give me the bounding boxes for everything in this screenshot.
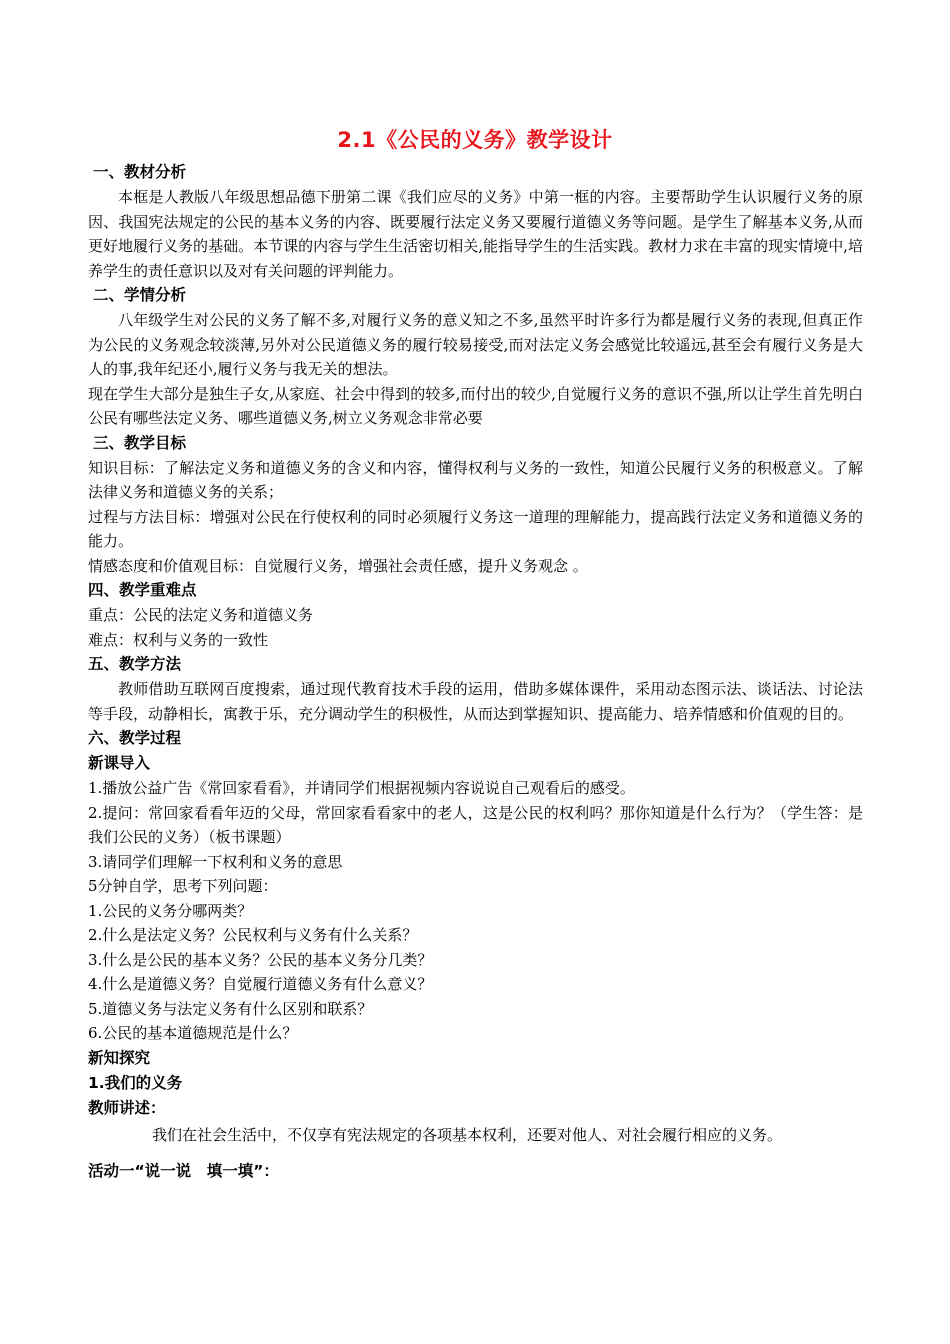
teacher-narration-heading: 教师讲述： — [88, 1098, 166, 1117]
document-title: 2.1《公民的义务》教学设计 — [337, 128, 613, 152]
question-3: 3.什么是公民的基本义务？公民的基本义务分几类？ — [88, 950, 433, 969]
question-4: 4.什么是道德义务？自觉履行道德义务有什么意义？ — [88, 975, 433, 993]
question-1: 1.公民的义务分哪两类？ — [88, 901, 253, 920]
process-line-1: 1.播放公益广告《常回家看看》，并请同学们根据视频内容说说自己观看后的感受。 — [88, 779, 635, 797]
student-analysis-paragraph-1: 八年级学生对公民的义务了解不多,对履行义务的意义知之不多,虽然平时许多行为都是履行义务的表现,但真正作为公民的义务观念较淡薄,另外对公民道德义务的履行较易接受,而对法定义务会感觉比较遥远,甚至会有履行义务是大人的事,我年纪还小,履行义务与我无关的想法。 — [88, 311, 863, 378]
textbook-analysis-paragraph: 本框是人教版八年级思想品德下册第二课《我们应尽的义务》中第一框的内容。主要帮助学生认识履行义务的原因、我国宪法规定的公民的基本义务的内容、既要履行法定义务又要履行道德义务等问题。是学生了解基本义务,从而更好地履行义务的基础。本节课的内容与学生生活密切相关,能指导学生的生活实践。教材力求在丰富的现实情境中,培养学生的责任意识以及对有关问题的评判能力。 — [88, 188, 863, 280]
emotion-goal: 情感态度和价值观目标：自觉履行义务，增强社会责任感，提升义务观念 。 — [88, 556, 588, 575]
teacher-narration-paragraph: 我们在社会生活中，不仅享有宪法规定的各项基本权利，还要对他人、对社会履行相应的义务。 — [152, 1125, 783, 1144]
teaching-methods-paragraph: 教师借助互联网百度搜索，通过现代教育技术手段的运用，借助多媒体课件，采用动态图示法、谈话法、讨论法等手段，动静相长，寓教于乐，充分调动学生的积极性，从而达到掌握知识、提高能力、培养情感和价值观的目的。 — [88, 680, 863, 723]
key-point: 重点：公民的法定义务和道德义务 — [88, 606, 314, 624]
question-6: 6.公民的基本道德规范是什么？ — [88, 1024, 298, 1042]
question-5: 5.道德义务与法定义务有什么区别和联系？ — [88, 999, 373, 1018]
intro-heading: 新课导入 — [88, 754, 151, 772]
section-heading-teaching-goals: 三、教学目标 — [93, 433, 187, 452]
difficult-point: 难点：权利与义务的一致性 — [88, 630, 269, 649]
process-goal: 过程与方法目标：增强对公民在行使权利的同时必须履行义务这一道理的理解能力，提高践行法定义务和道德义务的能力。 — [88, 507, 863, 550]
process-line-3: 3.请同学们理解一下权利和义务的意思 — [88, 852, 343, 871]
section-heading-teaching-methods: 五、教学方法 — [88, 655, 182, 673]
process-line-2: 2.提问：常回家看看年迈的父母，常回家看看家中的老人，这是公民的权利吗？那你知道是什么行为？（学生答：是我们公民的义务）（板书课题） — [88, 803, 863, 846]
process-line-4: 5分钟自学，思考下列问题： — [88, 877, 278, 895]
section-heading-teaching-process: 六、教学过程 — [88, 729, 182, 747]
section-heading-student-analysis: 二、学情分析 — [93, 286, 187, 304]
document-body — [88, 160, 863, 1184]
activity-one-heading: 活动一“说一说 填一填”： — [88, 1161, 279, 1180]
knowledge-goal: 知识目标：了解法定义务和道德义务的含义和内容，懂得权利与义务的一致性，知道公民履行义务的积极意义。了解法律义务和道德义务的关系； — [88, 458, 863, 501]
explore-heading: 新知探究 — [88, 1048, 151, 1067]
sub-heading-our-duties: 1.我们的义务 — [88, 1073, 183, 1092]
section-heading-textbook-analysis: 一、教材分析 — [93, 163, 187, 181]
section-heading-key-points: 四、教学重难点 — [88, 581, 197, 599]
question-2: 2.什么是法定义务？公民权利与义务有什么关系？ — [88, 926, 418, 944]
student-analysis-paragraph-2: 现在学生大部分是独生子女,从家庭、社会中得到的较多,而付出的较少,自觉履行义务的意识不强,所以让学生首先明白公民有哪些法定义务、哪些道德义务,树立义务观念非常必要 — [88, 384, 863, 427]
